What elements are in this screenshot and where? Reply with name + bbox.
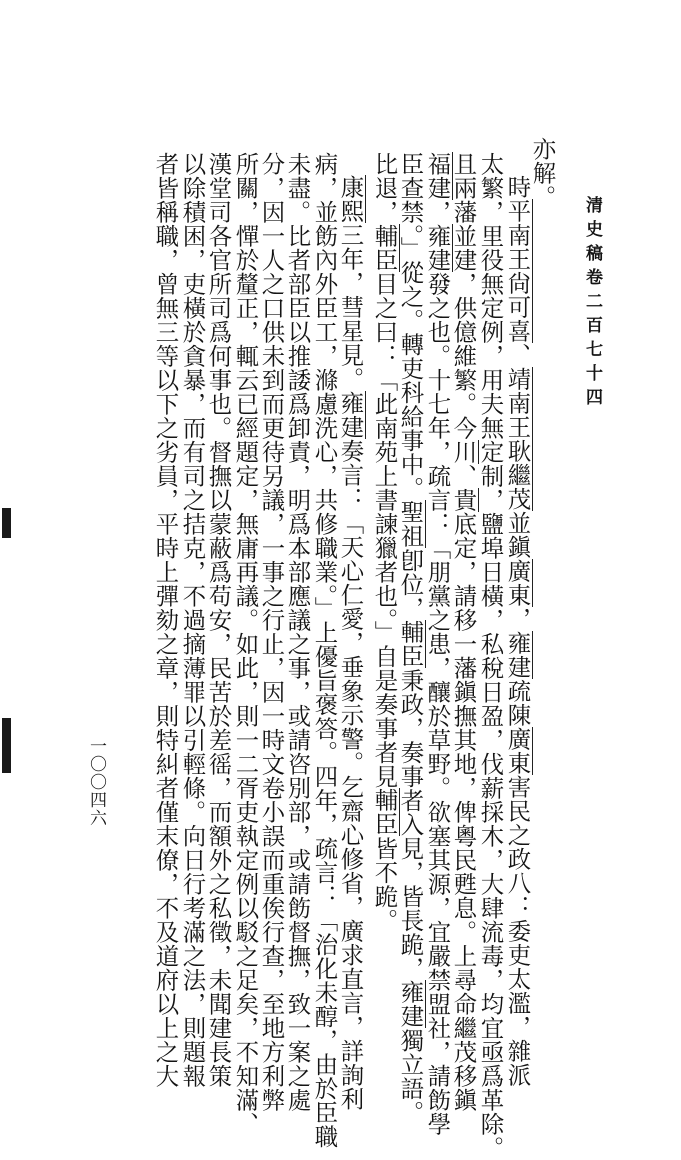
text-column: 太繁，里役無定例，用夫無定制，鹽埠日橫，私稅日盈，伐薪採木，大肆流毒，均宜亟爲革除。 [476, 152, 505, 1160]
text-column: 未盡。比者部臣以推諉爲卸責，明爲本部應議之事，或請咨別部，或請飭督撫，致一案之處 [283, 152, 312, 1112]
text-column: 分，因一人之口供未到而更待另議，一事之行止，因一時文卷小誤而重俟行查，至地方利弊 [257, 152, 286, 1112]
running-title: 清史稿卷二百七十四 [582, 196, 602, 412]
scan-edge-mark [2, 718, 11, 773]
text-column: 福建，雍建發之也。十七年，疏言：「朋黨之患，釀於草野。欲塞其源，宜嚴禁盟社，請飭學 [423, 152, 452, 1136]
text-column: 臣查禁。」從之。轉吏科給事中。聖祖卽位，輔臣秉政，奏事者入見，皆長跪，雍建獨立語。 [396, 152, 425, 1125]
text-column: 亦解。 [528, 137, 557, 209]
text-column: 者皆稱職，曾無三等以下之劣員，平時上彈劾之章，則特糾者僅末僚，不及道府以上之大 [151, 152, 180, 1088]
text-column: 比退，輔臣目之曰：「此南苑上書諫獵者也。」自是奏事者見輔臣皆不跪。 [370, 152, 399, 933]
text-column: 病，並飭內外臣工，滌慮洗心，共修職業。」上優旨褒答。四年，疏言：「治化未醇，由於臣職 [310, 152, 339, 1149]
text-column: 康熙三年，彗星見。雍建奏言：「天心仁愛，垂象示警。乞齋心修省，廣求直言，詳詢利 [336, 175, 365, 1111]
text-column: 時平南王尙可喜、靖南王耿繼茂並鎭廣東，雍建疏陳廣東害民之政八：委吏太濫，雜派 [503, 175, 532, 1087]
text-column: 漢堂司各官所司爲何事也。督撫以蒙蔽爲苟安，民苦於差徭，而額外之私徵，未聞建長策 [204, 152, 233, 1088]
scan-edge-mark [2, 508, 11, 538]
text-column: 以除積困，吏橫於貪暴，而有司之拮克，不過摘薄罪以引輕條。向日行考滿之法，則題報 [178, 152, 207, 1088]
page-number: 一〇〇四六 [86, 737, 106, 827]
text-column: 所關，憚於釐正，輒云已經題定，無庸再議。如此，則一二胥吏執定例以駁之足矣，不知滿、 [231, 152, 260, 1136]
text-column: 且兩藩並建，供億維繁。今川、貴底定，請移一藩鎭撫其地，俾粵民甦息。上尋命繼茂移鎭 [449, 152, 478, 1112]
